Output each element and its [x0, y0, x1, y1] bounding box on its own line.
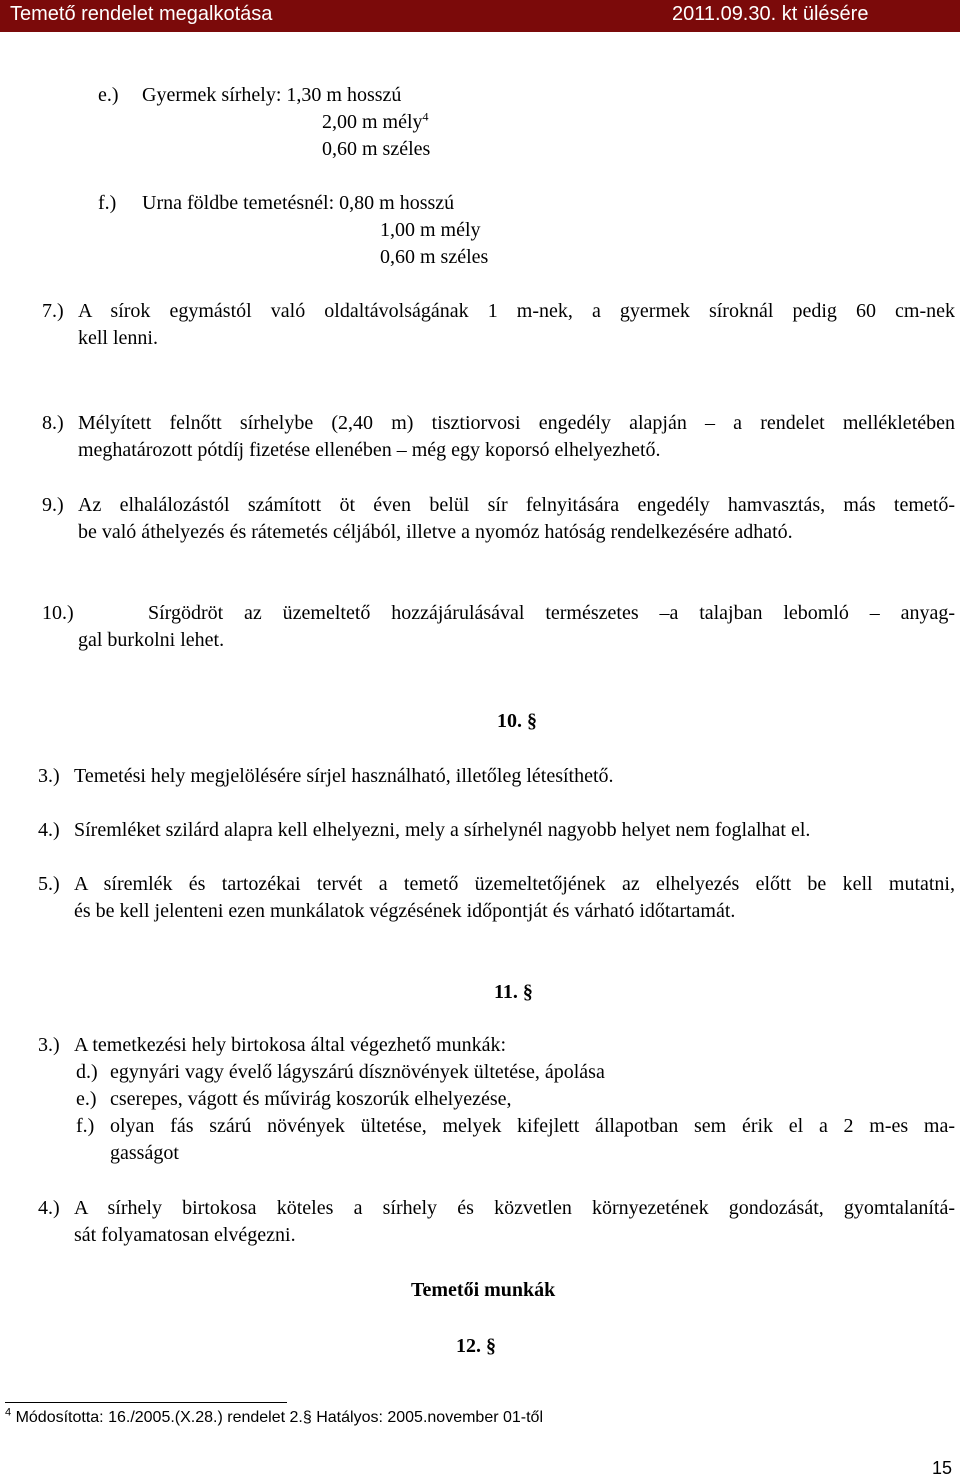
p7-label: 7.) — [42, 300, 64, 322]
item-e-line3: 0,60 m széles — [322, 138, 431, 160]
item-f-label: f.) — [98, 192, 117, 214]
footnote-text: Módosította: 16./2005.(X.28.) rendelet 2.§ Hatályos: 2005.november 01-től — [15, 1409, 544, 1426]
s11-e-text: cserepes, vágott és művirág koszorúk elhelyezése, — [110, 1088, 512, 1110]
item-e-label: e.) — [98, 84, 119, 106]
p7-line1: A sírok egymástól való oldaltávolságának 1 m-nek, a gyermek síroknál pedig 60 cm-nek — [78, 300, 955, 322]
item-f-line1: Urna földbe temetésnél: 0,80 m hosszú — [142, 192, 455, 214]
header-meeting-date: 2011.09.30. kt ülésére — [672, 3, 869, 25]
section-12-heading: 12. § — [456, 1335, 496, 1357]
header-title: Temető rendelet megalkotása — [10, 3, 273, 25]
p8-label: 8.) — [42, 412, 64, 434]
footnote — [5, 1408, 543, 1428]
s11-p4-line1: A sírhely birtokosa köteles a sírhely és közvetlen környezetének gondozását, gyomtalanítá- — [74, 1197, 955, 1219]
s11-p4-line2: sát folyamatosan elvégezni. — [74, 1224, 296, 1246]
item-e-line2: 2,00 m mély$^4$ — [322, 109, 429, 133]
p10-line1: Sírgödröt az üzemeltető hozzájárulásával természetes –a talajban lebomló – anyag- — [148, 602, 955, 624]
item-e-line1: Gyermek sírhely: 1,30 m hosszú — [142, 84, 402, 106]
s10-p3-label: 3.) — [38, 765, 60, 787]
s10-p3-text: Temetési hely megjelölésére sírjel használható, illetőleg létesíthető. — [74, 765, 614, 787]
s10-p5-label: 5.) — [38, 873, 60, 895]
s11-f-line2: gasságot — [110, 1142, 179, 1164]
s10-p5-line2: és be kell jelenteni ezen munkálatok végzésének időpontját és várható időtartamát. — [74, 900, 736, 922]
s11-p3-label: 3.) — [38, 1034, 60, 1056]
section-title: Temetői munkák — [411, 1279, 556, 1301]
section-11-heading: 11. § — [494, 981, 533, 1003]
s10-p4-label: 4.) — [38, 819, 60, 841]
page-header — [0, 0, 960, 32]
s11-d-label: d.) — [76, 1061, 98, 1083]
s11-p3-text: A temetkezési hely birtokosa által végezhető munkák: — [74, 1034, 507, 1056]
s11-e-label: e.) — [76, 1088, 97, 1110]
p9-line2: be való áthelyezés és rátemetés céljából, illetve a nyomóz hatóság rendelkezésére adható. — [78, 521, 793, 543]
s11-d-text: egynyári vagy évelő lágyszárú dísznövények ültetése, ápolása — [110, 1061, 605, 1083]
item-f-line2: 1,00 m mély — [380, 219, 481, 241]
s11-p4-label: 4.) — [38, 1197, 60, 1219]
p8-line2: meghatározott pótdíj fizetése ellenében – még egy koporsó elhelyezhető. — [78, 439, 661, 461]
section-10-heading: 10. § — [497, 710, 537, 732]
s11-f-line1: olyan fás szárú növények ültetése, melyek kifejlett állapotban sem érik el a 2 m-es ma- — [110, 1115, 955, 1137]
p7-line2: kell lenni. — [78, 327, 158, 349]
p8-line1: Mélyített felnőtt sírhelybe (2,40 m) tisztiorvosi engedély alapján – a rendelet mellékletében — [78, 412, 955, 434]
s10-p5-line1: A síremlék és tartozékai tervét a temető üzemeltetőjének az elhelyezés előtt be kell mutatni, — [74, 873, 955, 895]
p10-line2: gal burkolni lehet. — [78, 629, 225, 651]
p10-label: 10.) — [42, 602, 74, 624]
footnote-ref: 4 — [422, 109, 429, 124]
p9-line1: Az elhalálozástól számított öt éven belül sír felnyitására engedély hamvasztás, más temető- — [78, 494, 955, 516]
s10-p4-text: Síremléket szilárd alapra kell elhelyezni, mely a sírhelynél nagyobb helyet nem foglalhat el. — [74, 819, 811, 841]
footnote-separator — [5, 1402, 287, 1403]
footnote-number: 4 — [5, 1406, 12, 1419]
item-f-line3: 0,60 m széles — [380, 246, 489, 268]
p9-label: 9.) — [42, 494, 64, 516]
page-number: 15 — [932, 1458, 953, 1478]
s11-f-label: f.) — [76, 1115, 95, 1137]
